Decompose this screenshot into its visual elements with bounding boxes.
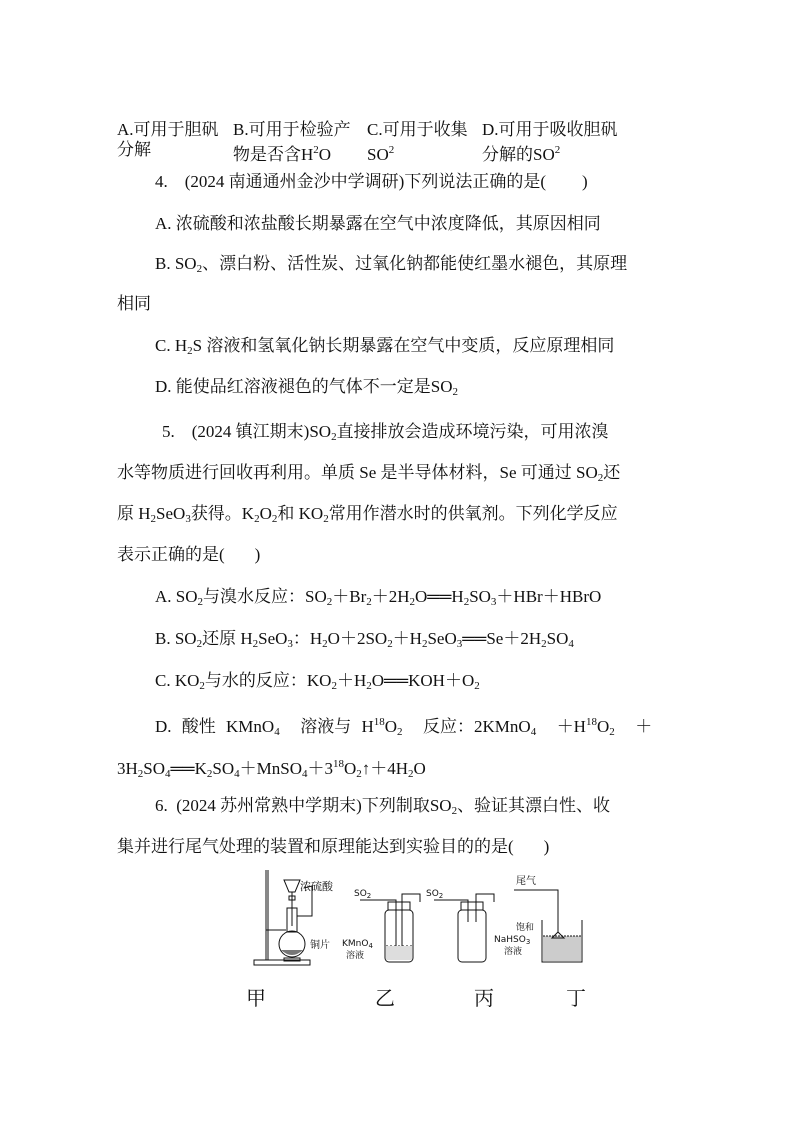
q5-option-b: B. $SO_2$还原 $H_2SeO_3$：$H_2O+2SO_2+H_2SeO_3══Se+2H_2SO_4$ bbox=[155, 629, 574, 650]
q6-stem-line1: 6. (2024 苏州常熟中学期末)下列制取$SO_2$、验证其漂白性、收 bbox=[155, 796, 611, 817]
figure-label-yi: 乙 bbox=[375, 986, 395, 1010]
figure-label-ding: 丁 bbox=[566, 986, 586, 1010]
q4-option-b-cont: 相同 bbox=[117, 294, 151, 313]
label-copper: 铜片 bbox=[310, 940, 330, 951]
apparatus-figure bbox=[240, 866, 610, 1006]
label-nahso3: NaHSO$_3$ bbox=[494, 935, 531, 946]
label-conc-sulfuric-acid: 浓硫酸 bbox=[300, 880, 333, 893]
q4-option-c: C. $H_2S$ 溶液和氢氧化钠长期暴露在空气中变质，反应原理相同 bbox=[155, 336, 615, 357]
label-solution-yi: 溶液 bbox=[346, 951, 365, 961]
q4-option-d: D. 能使品红溶液褪色的气体不一定是$SO_2$ bbox=[155, 377, 459, 398]
q5-stem-line2: 水等物质进行回收再利用。单质 Se 是半导体材料，Se 可通过 $SO_2$还 bbox=[117, 463, 621, 484]
q5-stem-line3: 原 $H_2SeO_3$获得。$K_2O_2$和 $KO_2$常用作潜水时的供氧剂。下列化学反应 bbox=[117, 504, 618, 525]
q4-option-a: A. 浓硫酸和浓盐酸长期暴露在空气中浓度降低，其原因相同 bbox=[155, 214, 601, 233]
q5-option-a: A. $SO_2$与溴水反应：$SO_2+Br_2+2H_2O══H_2SO_3+HBr+HBrO$ bbox=[155, 587, 602, 608]
option-d: D.可用于吸收胆矾 分解的$SO^2$ bbox=[482, 120, 618, 164]
q6-stem-line2: 集并进行尾气处理的装置和原理能达到实验目的的是( ) bbox=[117, 837, 550, 856]
option-a: A.可用于胆矾 分解 bbox=[117, 120, 219, 159]
option-b: B.可用于检验产 物是否含$H^2O$ bbox=[233, 120, 351, 164]
q4-stem: 4. (2024 南通通州金沙中学调研)下列说法正确的是( ) bbox=[155, 172, 588, 191]
figure-label-bing: 丙 bbox=[474, 986, 494, 1010]
q5-option-c: C. $KO_2$与水的反应：$KO_2+H_2O══KOH+O_2$ bbox=[155, 671, 480, 692]
q5-stem-line4: 表示正确的是( ) bbox=[117, 545, 261, 564]
label-tail-gas: 尾气 bbox=[516, 876, 536, 887]
bottle-bing bbox=[458, 910, 486, 962]
q5-stem-line1: 5. (2024 镇江期末)$SO_2$直接排放会造成环境污染，可用浓溴 bbox=[162, 422, 609, 443]
separatory-funnel bbox=[284, 880, 300, 892]
q5-option-d-line1: D. 酸性 KMnO$_4$ 溶液与 $H^{18}O_2$ 反应：2KMnO$_4$ $+H^{18}O_2$ ＋ bbox=[155, 716, 653, 738]
stand-base bbox=[254, 960, 310, 965]
option-c: C.可用于收集 $SO^2$ bbox=[367, 120, 468, 164]
q5-option-d-line2: $3H_2SO_4══K_2SO_4+MnSO_4+3^{18}O_2↑+4H_2O$ bbox=[117, 758, 426, 780]
q4-option-b: B. $SO_2$、漂白粉、活性炭、过氧化钠都能使红墨水褪色，其原理 bbox=[155, 254, 628, 275]
label-saturated: 饱和 bbox=[516, 923, 535, 933]
figure-label-jia: 甲 bbox=[246, 986, 266, 1010]
apparatus-bing bbox=[434, 894, 494, 962]
apparatus-yi bbox=[360, 894, 420, 962]
label-kmno4: KMnO$_4$ bbox=[342, 939, 373, 950]
label-so2-bing: $SO_2$ bbox=[426, 889, 444, 900]
label-so2-yi: $SO_2$ bbox=[354, 889, 372, 900]
label-solution-ding: 溶液 bbox=[504, 947, 523, 957]
